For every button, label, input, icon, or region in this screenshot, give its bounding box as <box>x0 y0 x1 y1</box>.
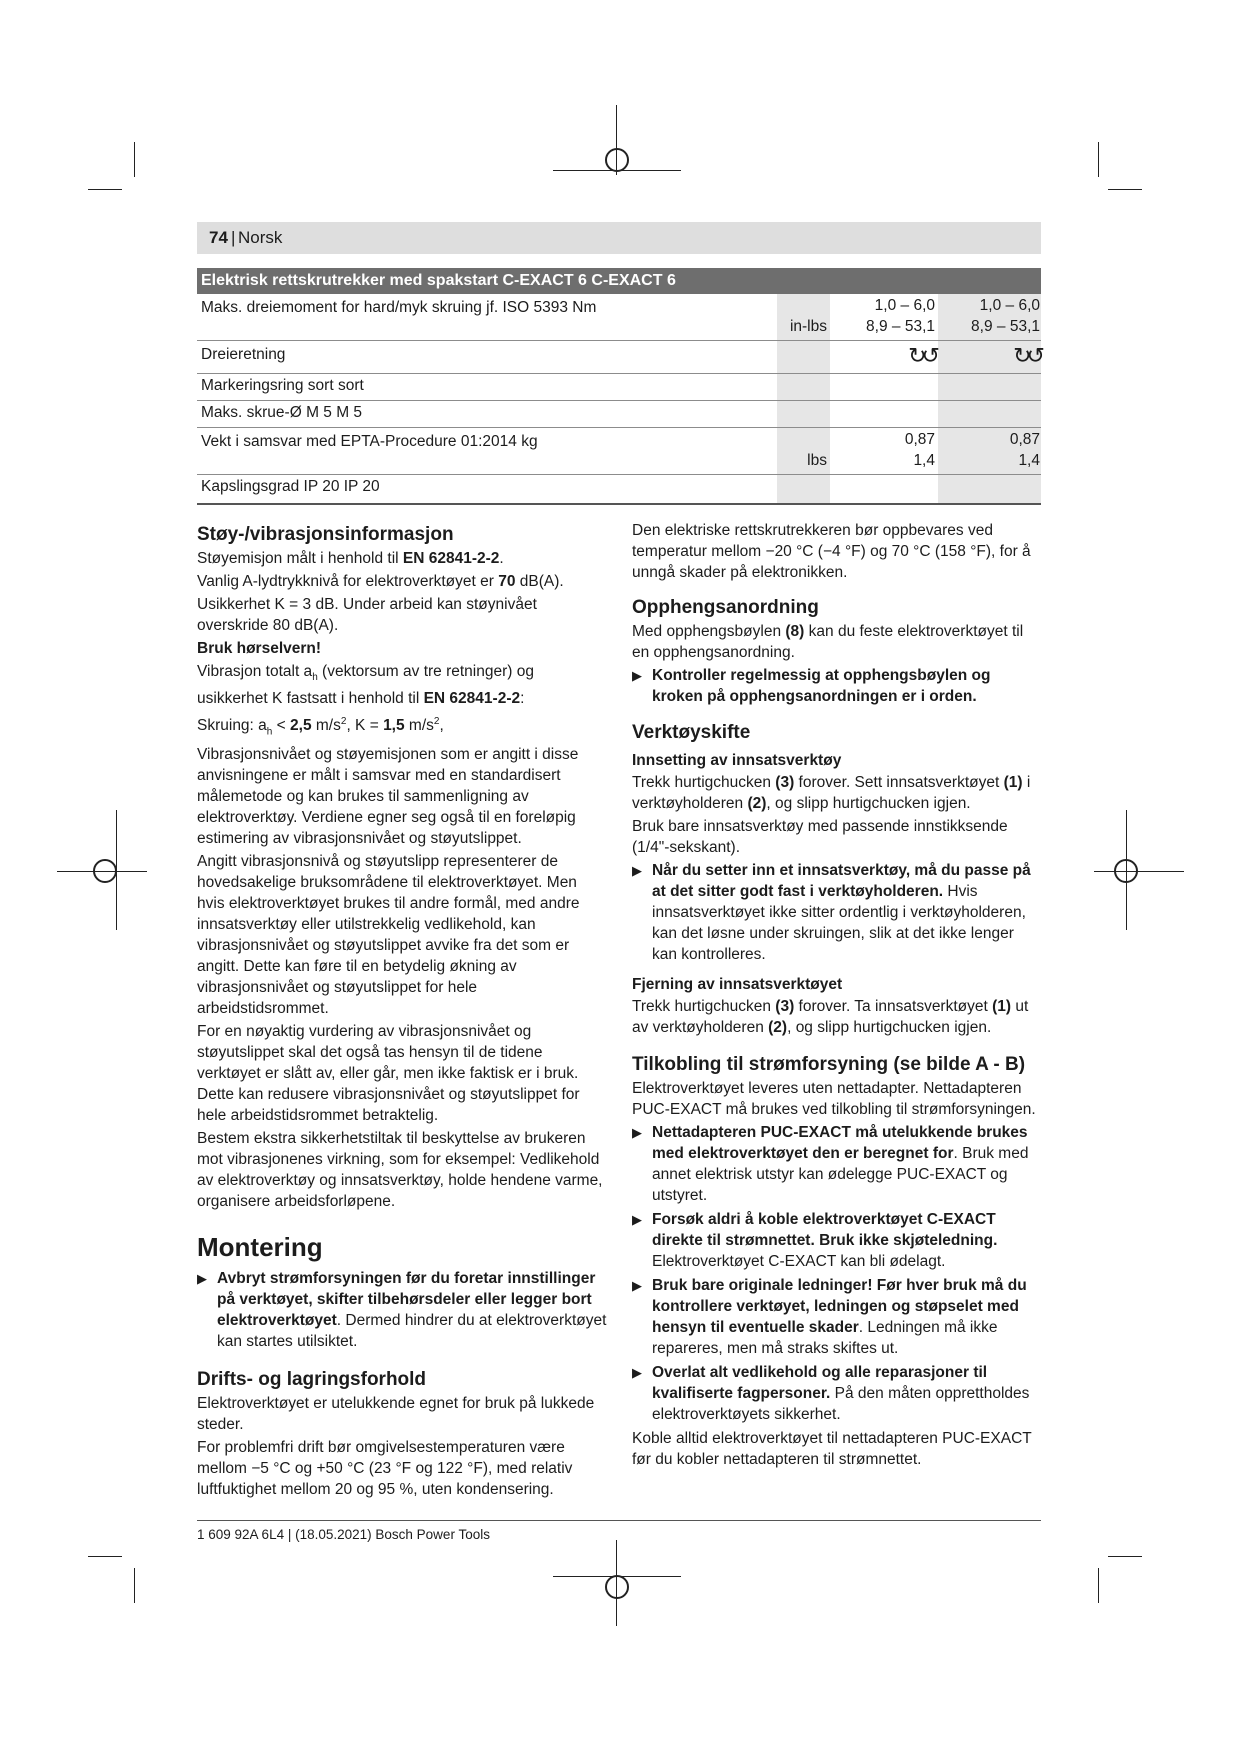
right-column <box>632 520 1041 1472</box>
warning-bullet: ▶ Når du setter inn et innsatsverktøy, må du passe på at det sitter godt fast i verktøyholderen. Hvis innsatsverktøyet ikke sitter ordentlig i verktøyholderen, kan det løsne under skruingen, slik at det ikke lenger kan kontrolleres. <box>632 862 1031 963</box>
table-row <box>197 475 1041 505</box>
crop-mark <box>1098 1568 1099 1603</box>
registration-mark-icon <box>93 859 117 883</box>
crop-mark <box>1108 189 1142 190</box>
chapter-heading: Montering <box>197 1232 323 1263</box>
sub-heading: Fjerning av innsatsverktøyet <box>632 976 843 993</box>
row-value: 0,87 <box>1009 431 1040 448</box>
paragraph: Elektroverktøyet leveres uten nettadapter. Nettadapteren PUC-EXACT må brukes ved tilkobling til strømforsyningen. <box>632 1080 1036 1118</box>
section-heading: Tilkobling til strømforsyning (se bilde A - B) <box>632 1054 1026 1075</box>
row-label: Maks. dreiemoment for hard/myk skruing jf. ISO 5393 Nm <box>201 299 597 316</box>
section-heading: Støy-/vibrasjonsinformasjon <box>197 524 454 545</box>
paragraph: Den elektriske rettskrutrekkeren bør oppbevares ved temperatur mellom −20 °C (−4 °F) og 70 °C (158 °F), for å unngå skader på elektronikken. <box>632 522 1031 581</box>
warning-bullet: ▶ Avbryt strømforsyningen før du foretar innstillinger på verktøyet, skifter tilbehørsdeler eller legger bort elektroverktøyet. Dermed hindrer du at elektroverktøyet kan startes utilsiktet. <box>197 1270 607 1351</box>
section-heading: Drifts- og lagringsforhold <box>197 1369 427 1391</box>
header-separator: | <box>231 228 236 247</box>
paragraph: Vibrasjon totalt $a_h$ (vektorsum av tre retninger) og usikkerhet K fastsatt i henhold til EN 62841-2-2: <box>197 663 534 708</box>
sub-heading: Innsetting av innsatsverktøy <box>632 752 842 769</box>
paragraph: Bestem ekstra sikkerhetstiltak til beskyttelse av brukeren mot vibrasjonenes virkning, som for eksempel: Vedlikehold av elektroverktøy og innsatsverktøy, holde hendene varme, organisere arbeidsforløpene. <box>197 1130 603 1211</box>
footer-text: 1 609 92A 6L4 | (18.05.2021) Bosch Power Tools <box>197 1527 490 1542</box>
row-value: 1,0 – 6,0 <box>874 297 935 314</box>
warning-bullet: ▶ Overlat alt vedlikehold og alle reparasjoner til kvalifiserte fagpersoner. På den måten opprettholdes elektroverktøyets sikkerhet. <box>632 1364 1030 1423</box>
row-label: Kapslingsgrad IP 20 IP 20 <box>201 478 380 495</box>
paragraph: Med opphengsbøylen (8) kan du feste elektroverktøyet til en opphengsanordning. <box>632 623 1024 661</box>
row-label: Maks. skrue-Ø M 5 M 5 <box>201 404 363 421</box>
paragraph: Vanlig A-lydtrykknivå for elektroverktøyet er 70 dB(A). <box>197 573 564 590</box>
bullet-arrow-icon: ▶ <box>632 1278 642 1293</box>
paragraph: Bruk bare innsatsverktøy med passende innstikksende (1/4"-sekskant). <box>632 818 1008 856</box>
warning-bullet: ▶ Forsøk aldri å koble elektroverktøyet C-EXACT direkte til strømnettet. Bruk ikke skjøteledning. Elektroverktøyet C-EXACT kan bli ødelagt. <box>632 1211 998 1270</box>
spec-table <box>197 268 1041 505</box>
rotation-direction-icon: ↻↺ <box>1013 343 1040 368</box>
bullet-arrow-icon: ▶ <box>632 863 642 878</box>
registration-mark-icon <box>1114 859 1138 883</box>
crop-mark <box>1108 1556 1142 1557</box>
table-row <box>197 428 1041 475</box>
paragraph: Bruk hørselvern! <box>197 640 322 657</box>
paragraph: For problemfri drift bør omgivelsestemperaturen være mellom −5 °C og +50 °C (23 °F og 122 °F), med relativ luftfuktighet mellom 20 og 95 %, uten kondensering. <box>197 1439 573 1499</box>
bullet-arrow-icon: ▶ <box>632 1212 642 1227</box>
row-value: 1,4 <box>913 452 935 469</box>
bullet-arrow-icon: ▶ <box>632 1365 642 1380</box>
paragraph: Angitt vibrasjonsnivå og støyutslipp representerer de hovedsakelige bruksområdene til elektroverktøyet. Men hvis elektroverktøyet brukes til andre formål, med andre innsatsverktøy eller utilstrekkelig vedlikehold, kan vibrasjonsnivået og støyutslippet avvike fra det som er angitt. Dette kan føre til en betydelig økning av vibrasjonsnivået og støyutslippet for hele arbeidstidsrommet. <box>197 853 580 1018</box>
crop-mark <box>1098 142 1099 177</box>
crop-mark <box>134 1568 135 1603</box>
page-number: 74 <box>209 228 228 247</box>
row-value: 1,4 <box>1018 452 1040 469</box>
section-heading: Opphengsanordning <box>632 597 819 618</box>
row-unit: in-lbs <box>789 318 827 335</box>
paragraph: Skruing: $a_h < 2,5$ $m/s^2$, K = 1,5 $m/s^2$, <box>197 716 444 738</box>
row-label: Vekt i samsvar med EPTA-Procedure 01:2014 kg <box>201 433 538 450</box>
page-header <box>197 222 1041 254</box>
warning-bullet: ▶ Kontroller regelmessig at opphengsbøylen og kroken på opphengsanordningen er i orden. <box>632 667 991 705</box>
crop-mark <box>1094 871 1184 872</box>
paragraph: Trekk hurtigchucken (3) forover. Sett innsatsverktøyet (1) i verktøyholderen (2), og slipp hurtigchucken igjen. <box>632 774 1031 812</box>
paragraph: Koble alltid elektroverktøyet til nettadapteren PUC-EXACT før du kobler nettadapteren til strømnettet. <box>632 1430 1032 1468</box>
warning-bullet: ▶ Bruk bare originale ledninger! Før hver bruk må du kontrollere verktøyet, ledningen og støpselet med hensyn til eventuelle skader. Ledningen må ikke repareres, men må straks skiftes ut. <box>632 1277 1027 1357</box>
left-column <box>197 522 607 1502</box>
paragraph: For en nøyaktig vurdering av vibrasjonsnivået og støyutslippet skal det også tas hensyn til de tidene verktøyet er slått av, eller går, men ikke faktisk er i bruk. Dette kan redusere vibrasjonsnivået og støyutslippet for hele arbeidstidsrommet betraktelig. <box>197 1023 580 1125</box>
paragraph: Elektroverktøyet er utelukkende egnet for bruk på lukkede steder. <box>197 1395 595 1434</box>
row-label: Markeringsring sort sort <box>201 377 364 394</box>
header-language: Norsk <box>238 228 283 247</box>
paragraph: Usikkerhet K = 3 dB. Under arbeid kan støynivået overskride 80 dB(A). <box>197 596 537 634</box>
crop-mark <box>88 189 122 190</box>
row-label: Dreieretning <box>201 346 286 363</box>
registration-mark-icon <box>605 148 629 172</box>
row-value: 1,0 – 6,0 <box>979 297 1040 314</box>
bullet-arrow-icon: ▶ <box>632 1125 642 1140</box>
crop-mark <box>88 1556 122 1557</box>
row-value: 8,9 – 53,1 <box>971 318 1040 335</box>
warning-bullet: ▶ Nettadapteren PUC-EXACT må utelukkende brukes med elektroverktøyet den er beregnet for. Bruk med annet elektrisk utstyr kan ødelegge PUC-EXACT og utstyret. <box>632 1124 1029 1204</box>
table-row <box>197 294 1041 341</box>
rotation-direction-icon: ↻↺ <box>908 343 935 368</box>
bullet-arrow-icon: ▶ <box>632 668 642 683</box>
row-unit: lbs <box>807 452 827 469</box>
spec-table-title: Elektrisk rettskrutrekker med spakstart C-EXACT 6 C-EXACT 6 <box>197 268 1041 294</box>
bullet-arrow-icon: ▶ <box>197 1271 207 1287</box>
paragraph: Støyemisjon målt i henhold til EN 62841-2-2. <box>197 550 504 567</box>
table-row <box>197 374 1041 401</box>
table-row <box>197 401 1041 428</box>
table-row <box>197 341 1041 374</box>
paragraph: Vibrasjonsnivået og støyemisjonen som er angitt i disse anvisningene er målt i samsvar med en standardisert målemetode og kan brukes til sammenligning av elektroverktøy. Verdiene egner seg også til en foreløpig estimering av vibrasjonsnivået og støyutslippet. <box>197 746 579 848</box>
registration-mark-icon <box>605 1575 629 1599</box>
section-heading: Verktøyskifte <box>632 722 751 743</box>
crop-mark <box>134 142 135 177</box>
row-value: 0,87 <box>904 431 935 448</box>
paragraph: Trekk hurtigchucken (3) forover. Ta innsatsverktøyet (1) ut av verktøyholderen (2), og slipp hurtigchucken igjen. <box>632 998 1029 1036</box>
row-value: 8,9 – 53,1 <box>866 318 935 335</box>
page-footer <box>197 1520 1041 1542</box>
